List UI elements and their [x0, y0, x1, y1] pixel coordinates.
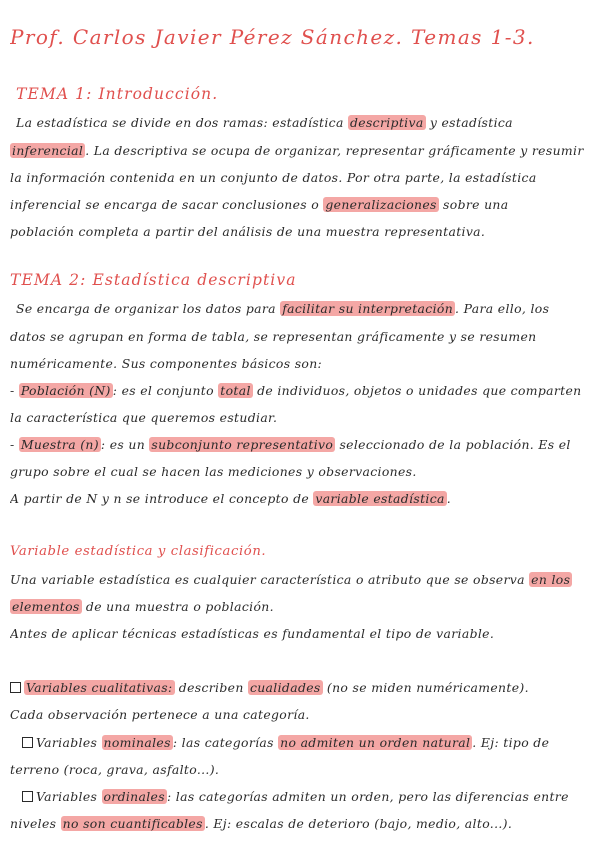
highlight: ordinales	[103, 789, 165, 804]
highlight: descriptiva	[350, 115, 424, 130]
highlight: no son cuantificables	[62, 816, 203, 831]
variable-line-9: niveles no son cuantificables . Ej: escalas de deterioro (bajo, medio, alto...).	[10, 816, 513, 831]
tema2-line-8: A partir de N y n se introduce el concepto de variable estadística .	[10, 491, 452, 506]
tema2-line-3: numéricamente. Sus componentes básicos son:	[10, 356, 323, 371]
tema1-line-3: la información contenida en un conjunto de datos. Por otra parte, la estadística	[10, 170, 537, 185]
highlight: en los	[531, 572, 571, 587]
variable-heading: Variable estadística y clasificación.	[10, 544, 267, 559]
checkbox-icon	[10, 682, 21, 693]
highlight: no admiten un orden natural	[280, 735, 471, 750]
highlight: nominales	[103, 735, 171, 750]
variable-line-7: terreno (roca, grava, asfalto...).	[10, 762, 220, 777]
page-title: Prof. Carlos Javier Pérez Sánchez. Temas 1-3.	[10, 25, 535, 49]
highlight: generalizaciones	[325, 197, 437, 212]
tema2-line-4: - Población (N) : es el conjunto total de individuos, objetos o unidades que comparten	[10, 383, 582, 398]
checkbox-icon	[22, 791, 33, 802]
variable-line-1: Una variable estadística es cualquier característica o atributo que se observa en los	[10, 572, 571, 587]
checkbox-icon	[22, 737, 33, 748]
tema2-line-2: datos se agrupan en forma de tabla, se representan gráficamente y se resumen	[10, 329, 537, 344]
tema2-line-7: grupo sobre el cual se hacen las mediciones y observaciones.	[10, 464, 417, 479]
tema2-line-6: - Muestra (n) : es un subconjunto representativo seleccionado de la población. Es el	[10, 437, 571, 452]
highlight: Población (N)	[20, 383, 111, 398]
highlight: elementos	[12, 599, 80, 614]
variable-line-3: Antes de aplicar técnicas estadísticas es fundamental el tipo de variable.	[10, 626, 495, 641]
highlight: Variables cualitativas:	[26, 680, 173, 695]
variable-line-2: elementos de una muestra o población.	[12, 599, 274, 614]
tema2-line-1: Se encarga de organizar los datos para facilitar su interpretación . Para ello, los	[16, 301, 550, 316]
highlight: inferencial	[12, 143, 84, 158]
highlight: facilitar su interpretación	[282, 301, 454, 316]
tema2-line-5: la característica que queremos estudiar.	[10, 410, 278, 425]
variable-line-4: Variables cualitativas: describen cualidades (no se miden numéricamente).	[10, 678, 594, 698]
highlight: cualidades	[249, 680, 321, 695]
tema2-heading: TEMA 2: Estadística descriptiva	[10, 271, 297, 289]
highlight: Muestra (n)	[20, 437, 99, 452]
tema1-line-4: inferencial se encarga de sacar conclusiones o generalizaciones sobre una	[10, 197, 509, 212]
tema1-line-1: La estadística se divide en dos ramas: estadística descriptiva y estadística	[16, 115, 513, 130]
tema1-line-2: inferencial . La descriptiva se ocupa de organizar, representar gráficamente y resumir	[12, 143, 584, 158]
variable-line-8: Variables ordinales : las categorías admiten un orden, pero las diferencias entre	[22, 787, 594, 807]
variable-line-6: Variables nominales : las categorías no admiten un orden natural . Ej: tipo de	[22, 733, 594, 753]
highlight: variable estadística	[315, 491, 445, 506]
highlight: subconjunto representativo	[151, 437, 334, 452]
highlight: total	[220, 383, 251, 398]
variable-line-5: Cada observación pertenece a una categoría.	[10, 707, 310, 722]
tema1-heading: TEMA 1: Introducción.	[16, 85, 219, 103]
tema1-line-5: población completa a partir del análisis de una muestra representativa.	[10, 224, 486, 239]
